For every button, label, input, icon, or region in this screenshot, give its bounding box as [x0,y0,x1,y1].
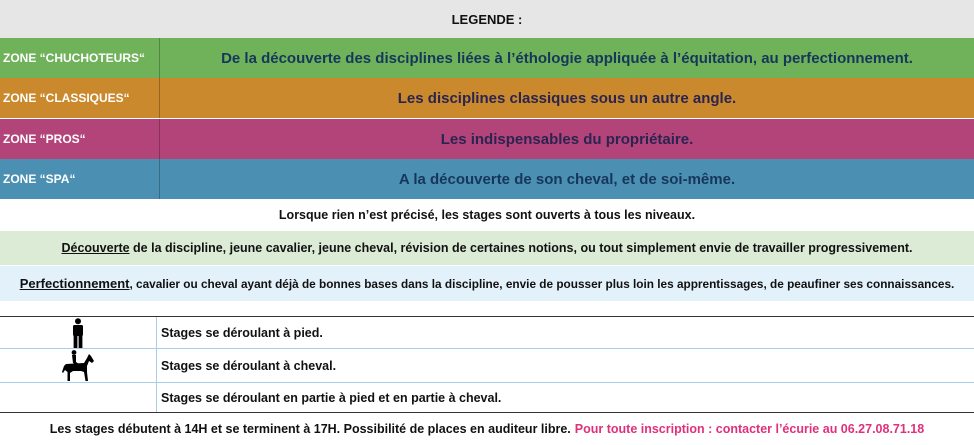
footer-note [0,412,974,445]
contact-text: Pour toute inscription : contacter l’écurie au 06.27.08.71.18 [574,422,925,436]
levels-note: Lorsque rien n’est précisé, les stages sont ouverts à tous les niveaux. [0,200,974,230]
icon-cell-empty [0,383,157,413]
zone-row-spa [0,159,974,199]
decouverte-text: de la discipline, jeune cavalier, jeune cheval, révision de certaines notions, ou tout simplement envie de travailler progressivement. [129,241,913,255]
icon-legend-table [0,316,974,412]
zone-name: ZONE “SPA“ [0,159,160,199]
schedule-text: Les stages débutent à 14H et se terminent à 17H. Possibilité de places en auditeur libre. [49,422,571,436]
horse-rider-icon [61,350,95,382]
person-icon [71,318,85,348]
icon-cell [0,349,157,382]
perfectionnement-text: , cavalier ou cheval ayant déjà de bonnes bases dans la discipline, envie de pousser plus loin les apprentissages, de peaufiner ses connaissances. [129,276,955,291]
zone-name: ZONE “CLASSIQUES“ [0,78,160,118]
legend-title: LEGENDE : [0,0,974,38]
icon-description: Stages se déroulant à cheval. [161,358,337,373]
zone-description: De la découverte des disciplines liées à l’éthologie appliquée à l’équitation, au perfectionnement. [221,49,913,67]
zone-description: A la découverte de son cheval, et de soi-même. [398,170,736,188]
zone-name: ZONE “CHUCHOTEURS“ [0,38,160,78]
icon-cell [0,317,157,348]
perfectionnement-note [0,266,974,301]
zone-row-chuchoteurs [0,38,974,78]
icon-row-mixte [0,383,974,413]
zone-row-classiques [0,78,974,118]
icon-row-cheval [0,349,974,383]
decouverte-note [0,231,974,265]
icon-row-pied [0,317,974,349]
zone-name: ZONE “PROS“ [0,119,160,159]
zone-row-pros [0,119,974,159]
perfectionnement-term: Perfectionnement [19,276,130,291]
zone-description: Les disciplines classiques sous un autre angle. [397,89,737,107]
icon-description: Stages se déroulant à pied. [161,325,323,340]
icon-description: Stages se déroulant en partie à pied et en partie à cheval. [161,391,502,405]
zone-description: Les indispensables du propriétaire. [440,130,694,148]
decouverte-term: Découverte [61,241,130,255]
